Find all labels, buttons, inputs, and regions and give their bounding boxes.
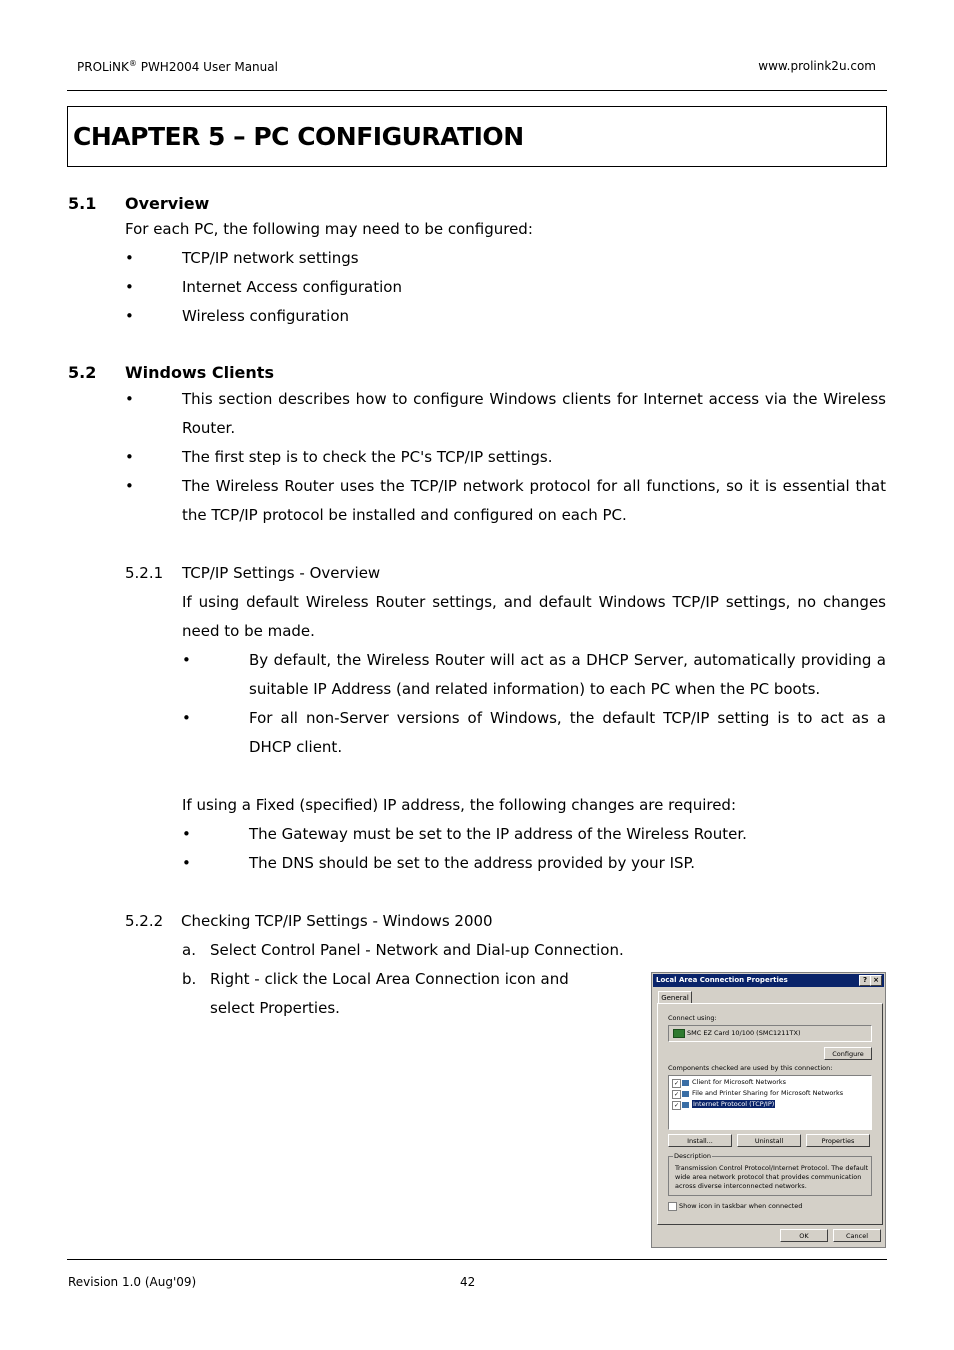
section-5-1-title: Overview <box>125 194 210 213</box>
components-list[interactable] <box>668 1075 872 1130</box>
description-line: wide area network protocol that provides communication <box>675 1173 862 1181</box>
list-item[interactable]: Client for Microsoft Networks <box>692 1078 787 1086</box>
section-5-2-number: 5.2 <box>68 363 97 382</box>
list-item: Wireless configuration <box>182 307 350 325</box>
adapter-field <box>668 1025 872 1042</box>
description-line: Transmission Control Protocol/Internet Protocol. The default <box>675 1164 869 1172</box>
list-item: The Wireless Router uses the TCP/IP network protocol for all functions, so it is essential that the TCP/IP protocol be installed and configured on each PC. <box>182 477 886 524</box>
lan-properties-dialog <box>651 972 886 1248</box>
bullet-icon: • <box>125 249 134 267</box>
ok-button[interactable]: OK <box>780 1229 828 1242</box>
cancel-button[interactable]: Cancel <box>833 1229 881 1242</box>
show-icon-label: Show icon in taskbar when connected <box>679 1202 803 1210</box>
list-item: The DNS should be set to the address provided by your ISP. <box>249 854 696 872</box>
section-5-1-intro: For each PC, the following may need to be configured: <box>125 220 533 238</box>
page-number: 42 <box>460 1275 476 1289</box>
header-rule <box>67 90 887 91</box>
header-website: www.prolink2u.com <box>758 59 876 73</box>
bullet-icon: • <box>182 651 191 669</box>
tab-general[interactable]: General <box>658 991 692 1004</box>
description-group <box>668 1152 872 1196</box>
bullet-icon: • <box>182 854 191 872</box>
dialog-title: Local Area Connection Properties <box>656 976 788 984</box>
description-line: across diverse interconnected networks. <box>675 1182 807 1190</box>
section-5-2-1-number: 5.2.1 <box>125 564 164 582</box>
list-item-selected[interactable] <box>692 1100 775 1108</box>
checkbox-checked-icon[interactable]: ✓ <box>673 1102 680 1109</box>
manual-name: PWH2004 User Manual <box>136 60 278 74</box>
step-letter: b. <box>182 970 197 988</box>
show-icon-checkbox[interactable] <box>668 1202 677 1211</box>
list-item: The first step is to check the PC's TCP/IP settings. <box>182 448 553 466</box>
install-button[interactable]: Install... <box>668 1134 732 1147</box>
service-icon <box>682 1091 689 1097</box>
network-card-icon <box>673 1029 685 1038</box>
bullet-icon: • <box>125 477 134 495</box>
bullet-icon: • <box>125 278 134 296</box>
section-5-2-title: Windows Clients <box>125 363 274 382</box>
checkbox-checked-icon[interactable]: ✓ <box>673 1091 680 1098</box>
list-item: By default, the Wireless Router will act as a DHCP Server, automatically providing a suitable IP Address (and related information) to each PC when the PC boots. <box>249 651 886 698</box>
footer-rule <box>67 1259 887 1260</box>
protocol-icon <box>682 1102 689 1108</box>
bullet-icon: • <box>125 307 134 325</box>
client-icon <box>682 1080 689 1086</box>
bullet-icon: • <box>125 448 134 466</box>
general-panel <box>657 1003 883 1225</box>
registered-mark: ® <box>128 59 137 68</box>
section-5-1-number: 5.1 <box>68 194 97 213</box>
section-5-2-2-title: Checking TCP/IP Settings - Windows 2000 <box>181 912 493 930</box>
close-button[interactable]: × <box>870 975 882 986</box>
bullet-icon: • <box>182 709 191 727</box>
description-label: Description <box>674 1152 712 1160</box>
step-letter: a. <box>182 941 196 959</box>
adapter-name: SMC EZ Card 10/100 (SMC1211TX) <box>687 1029 801 1037</box>
list-item[interactable]: File and Printer Sharing for Microsoft Networks <box>692 1089 844 1097</box>
section-5-2-1-para: If using default Wireless Router settings, and default Windows TCP/IP settings, no changes need to be made. <box>182 593 886 640</box>
list-item: The Gateway must be set to the IP address of the Wireless Router. <box>249 825 747 843</box>
uninstall-button[interactable]: Uninstall <box>737 1134 801 1147</box>
step-text: Right - click the Local Area Connection icon and <box>210 970 569 988</box>
header-manual-title <box>77 59 278 74</box>
chapter-box <box>67 106 887 167</box>
bullet-icon: • <box>125 390 134 408</box>
section-5-2-2-number: 5.2.2 <box>125 912 164 930</box>
checkbox-checked-icon[interactable]: ✓ <box>673 1080 680 1087</box>
section-5-2-1-title: TCP/IP Settings - Overview <box>182 564 381 582</box>
bullet-icon: • <box>182 825 191 843</box>
configure-button[interactable]: Configure <box>824 1047 872 1060</box>
help-button[interactable]: ? <box>859 975 871 986</box>
connect-using-label: Connect using: <box>668 1014 717 1022</box>
list-item: Internet Access configuration <box>182 278 402 296</box>
section-5-2-1-para2: If using a Fixed (specified) IP address, the following changes are required: <box>182 796 737 814</box>
selected-item-label: Internet Protocol (TCP/IP) <box>693 1100 775 1108</box>
brand-name: PROLiNK <box>77 60 129 74</box>
list-item: TCP/IP network settings <box>182 249 359 267</box>
step-text: Select Control Panel - Network and Dial-up Connection. <box>210 941 624 959</box>
footer-revision: Revision 1.0 (Aug'09) <box>68 1275 197 1289</box>
list-item: This section describes how to configure Windows clients for Internet access via the Wireless Router. <box>182 390 886 437</box>
step-text: select Properties. <box>210 999 340 1017</box>
properties-button[interactable]: Properties <box>806 1134 870 1147</box>
list-item: For all non-Server versions of Windows, the default TCP/IP setting is to act as a DHCP client. <box>249 709 886 756</box>
dialog-title-bar <box>653 974 884 987</box>
components-label: Components checked are used by this connection: <box>668 1064 833 1072</box>
chapter-title: CHAPTER 5 – PC CONFIGURATION <box>73 122 524 151</box>
